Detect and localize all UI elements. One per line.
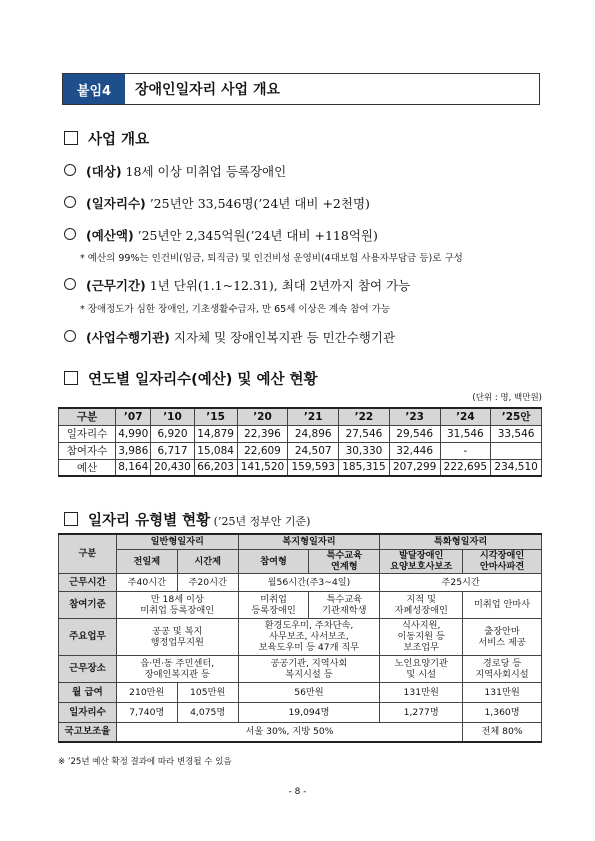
table-cell: 1,360명 [463,702,542,722]
table-cell: 33,546 [491,425,542,442]
table-cell: 특수교육 기관재학생 [309,591,380,618]
table-cell: 공공 및 복지 행정업무지원 [116,618,238,655]
table-header-cell: ’25안 [491,408,542,425]
row-label: 근무시간 [59,573,117,591]
table-header-cell: ’23 [389,408,440,425]
section-types-subtitle: (’25년 정부안 기준) [210,515,311,528]
table-cell: 222,695 [440,459,491,476]
group-header: 일반형일자리 [116,534,238,549]
section-overview-heading: 사업 개요 [64,128,149,149]
row-label: 참여기준 [59,591,117,618]
section-yearly-heading: 연도별 일자리수(예산) 및 예산 현황 [64,368,318,389]
table-group-row [59,534,542,549]
table-cell: 19,094명 [238,702,380,722]
page-number: - 8 - [288,787,307,797]
unit-label: (단위 : 명, 백만원) [472,393,542,403]
table-row [59,442,542,459]
table-cell: 185,315 [339,459,390,476]
table-cell: 6,717 [151,442,194,459]
circle-bullet-icon [64,330,76,342]
sub-header: 시간제 [177,549,238,573]
table-cell: 노인요양기관 및 시설 [380,655,463,682]
table-cell: 7,740명 [116,702,177,722]
table-row [59,618,542,655]
row-label: 예산 [59,459,116,476]
sub-header: 참여형 [238,549,309,573]
sub-header: 전일제 [116,549,177,573]
table-header-cell: ’20 [237,408,288,425]
table-cell: 22,609 [237,442,288,459]
item-budget: (예산액) ’25년안 2,345억원(’24년 대비 +118억원) [64,226,378,244]
table-cell [491,442,542,459]
table-cell: 22,396 [237,425,288,442]
group-header: 복지형일자리 [238,534,380,549]
table-cell: 131만원 [380,682,463,702]
group-header: 특화형일자리 [380,534,542,549]
table-header-row [59,408,542,425]
table-header-cell: ’21 [288,408,339,425]
circle-bullet-icon [64,164,76,176]
table-cell: 미취업 안마사 [463,591,542,618]
sub-header: 발달장애인 요양보호사보조 [380,549,463,573]
table-cell: 24,896 [288,425,339,442]
row-label: 일자리수 [59,702,117,722]
table-cell: 210만원 [116,682,177,702]
sub-header: 특수교육 연계형 [309,549,380,573]
table-cell: 읍·면·동 주민센터, 장애인복지관 등 [116,655,238,682]
table-cell: 14,879 [194,425,237,442]
yearly-table [58,407,542,477]
table-header-cell: 구분 [59,408,116,425]
table-header-cell: ’22 [339,408,390,425]
table-cell: 234,510 [491,459,542,476]
table-cell: 31,546 [440,425,491,442]
table-header-cell: ’24 [440,408,491,425]
table-cell: 3,986 [116,442,151,459]
table-cell: 141,520 [237,459,288,476]
footnote: ※ ’25년 예산 확정 결과에 따라 변경될 수 있음 [58,757,232,767]
table-cell: 105만원 [177,682,238,702]
table-row [59,591,542,618]
table-cell: 66,203 [194,459,237,476]
table-cell: 주25시간 [380,573,542,591]
table-header-cell: ’10 [151,408,194,425]
section-types-heading: 일자리 유형별 현황 (’25년 정부안 기준) [64,509,310,530]
table-cell: 20,430 [151,459,194,476]
item-jobs: (일자리수) ’25년안 33,546명(’24년 대비 +2천명) [64,194,370,212]
table-cell: 월56시간(주3~4일) [238,573,380,591]
table-row [59,702,542,722]
job-types-table [58,533,542,743]
row-label: 근무장소 [59,655,117,682]
circle-bullet-icon [64,278,76,290]
table-row [59,425,542,442]
row-label: 참여자수 [59,442,116,459]
table-cell: 207,299 [389,459,440,476]
table-cell: 미취업 등록장애인 [238,591,309,618]
square-bullet-icon [64,512,78,526]
note-budget: * 예산의 99%는 인건비(임금, 퇴직금) 및 인건비성 운영비(4대보험 사용자부담금 등)로 구성 [80,253,463,264]
table-cell: 출장안마 서비스 제공 [463,618,542,655]
table-cell: - [440,442,491,459]
circle-bullet-icon [64,228,76,240]
table-cell: 서울 30%, 지방 50% [116,722,462,742]
table-cell: 1,277명 [380,702,463,722]
table-cell: 4,075명 [177,702,238,722]
table-cell: 131만원 [463,682,542,702]
table-cell: 공공기관, 지역사회 복지시설 등 [238,655,380,682]
table-header-cell: ’15 [194,408,237,425]
note-period: * 장애정도가 심한 장애인, 기초생활수급자, 만 65세 이상은 계속 참여 가능 [80,304,391,315]
row-label: 월 급여 [59,682,117,702]
table-corner-cell: 구분 [59,534,117,573]
table-cell: 30,330 [339,442,390,459]
appendix-title: 장애인일자리 사업 개요 [135,82,280,98]
table-cell: 56만원 [238,682,380,702]
sub-header: 시각장애인 안마사파견 [463,549,542,573]
row-label: 국고보조율 [59,722,117,742]
table-row [59,682,542,702]
item-period: (근무기간) 1년 단위(1.1~12.31), 최대 2년까지 참여 가능 [64,276,410,294]
table-cell: 27,546 [339,425,390,442]
table-sub-row [59,549,542,573]
table-cell: 지적 및 자폐성장애인 [380,591,463,618]
table-row [59,722,542,742]
table-cell: 전체 80% [463,722,542,742]
table-cell: 8,164 [116,459,151,476]
table-cell: 만 18세 이상 미취업 등록장애인 [116,591,238,618]
table-cell: 32,446 [389,442,440,459]
row-label: 일자리수 [59,425,116,442]
table-cell: 29,546 [389,425,440,442]
table-row [59,655,542,682]
table-row [59,459,542,476]
table-cell: 식사지원, 이동지원 등 보조업무 [380,618,463,655]
square-bullet-icon [64,131,78,145]
appendix-header [62,73,540,105]
square-bullet-icon [64,371,78,385]
circle-bullet-icon [64,196,76,208]
item-agency: (사업수행기관) 지자체 및 장애인복지관 등 민간수행기관 [64,328,395,346]
table-cell: 주40시간 [116,573,177,591]
item-target: (대상) 18세 이상 미취업 등록장애인 [64,162,286,180]
row-label: 주요업무 [59,618,117,655]
table-cell: 4,990 [116,425,151,442]
table-row [59,573,542,591]
appendix-tag: 붙임4 [63,74,125,104]
table-header-cell: ’07 [116,408,151,425]
table-cell: 주20시간 [177,573,238,591]
table-cell: 환경도우미, 주차단속, 사무보조, 사서보조, 보육도우미 등 47개 직무 [238,618,380,655]
table-cell: 159,593 [288,459,339,476]
table-cell: 경로당 등 지역사회시설 [463,655,542,682]
table-cell: 6,920 [151,425,194,442]
table-cell: 15,084 [194,442,237,459]
table-cell: 24,507 [288,442,339,459]
